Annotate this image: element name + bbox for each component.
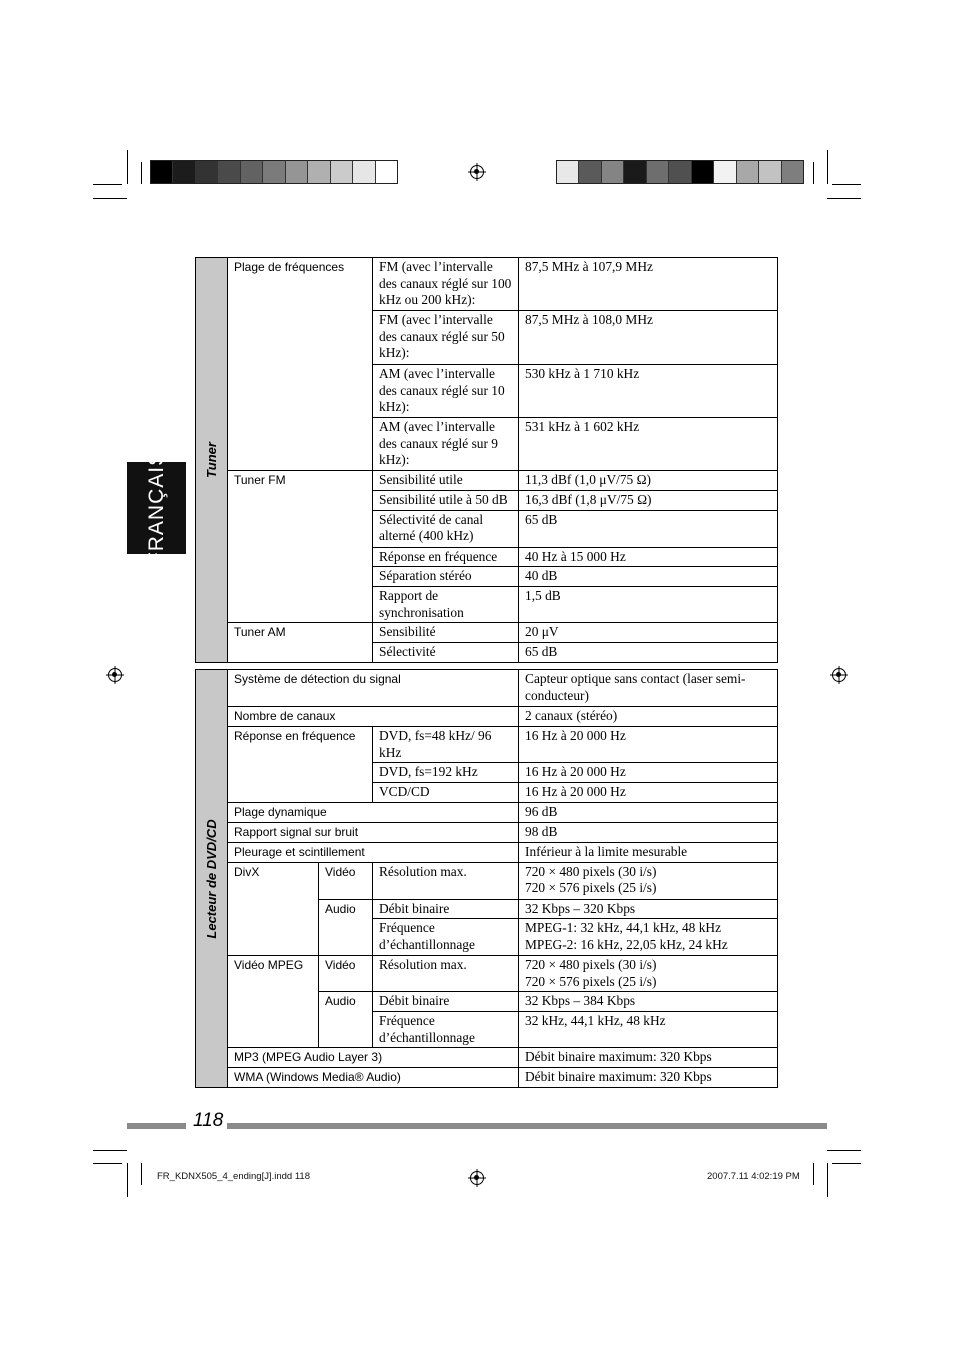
divx-label: DivX <box>228 862 319 956</box>
am-param: Sélectivité <box>373 643 519 663</box>
color-swatch <box>262 161 284 183</box>
color-swatch <box>151 161 172 183</box>
crop-mark <box>93 1150 127 1151</box>
fm-value: 65 dB <box>519 510 778 547</box>
wma-value: Débit binaire maximum: 320 Kbps <box>519 1068 778 1088</box>
color-swatch <box>758 161 780 183</box>
crop-mark <box>832 184 861 185</box>
tuner-spec-table <box>195 257 778 663</box>
crop-mark <box>832 1163 861 1164</box>
footer-file: FR_KDNX505_4_ending[J].indd 118 <box>157 1171 310 1182</box>
fm-value: 40 Hz à 15 000 Hz <box>519 547 778 567</box>
crop-mark <box>93 198 127 199</box>
detection-value: Capteur optique sans contact (laser semi-conducteur) <box>519 670 778 707</box>
color-swatch <box>781 161 803 183</box>
page-rule-left <box>127 1123 186 1129</box>
reponse-label: Réponse en fréquence <box>228 727 373 803</box>
fm-value: 11,3 dBf (1,0 μV/75 Ω) <box>519 471 778 491</box>
fm-value: 1,5 dB <box>519 587 778 623</box>
divx-debit-param: Débit binaire <box>373 899 519 919</box>
plage-condition: AM (avec l’intervalle des canaux réglé sur 9 kHz): <box>373 418 519 471</box>
pleurage-label: Pleurage et scintillement <box>228 842 519 862</box>
am-value: 20 μV <box>519 623 778 643</box>
language-tab-label: FRANÇAIS <box>144 450 168 566</box>
crop-mark <box>127 1163 128 1197</box>
crop-mark <box>127 150 128 184</box>
color-swatch <box>601 161 623 183</box>
plage-condition: AM (avec l’intervalle des canaux réglé sur 10 kHz): <box>373 365 519 418</box>
footer-timestamp: 2007.7.11 4:02:19 PM <box>707 1171 800 1182</box>
signal-bruit-value: 98 dB <box>519 823 778 843</box>
am-param: Sensibilité <box>373 623 519 643</box>
reponse-condition: VCD/CD <box>373 783 519 803</box>
tuner-section-label: Tuner <box>196 258 228 663</box>
canaux-label: Nombre de canaux <box>228 707 519 727</box>
color-swatch <box>713 161 735 183</box>
am-value: 65 dB <box>519 643 778 663</box>
color-swatch <box>668 161 690 183</box>
mpeg-video-value: 720 × 480 pixels (30 i/s) 720 × 576 pixels (25 i/s) <box>519 956 778 992</box>
signal-bruit-label: Rapport signal sur bruit <box>228 823 519 843</box>
reponse-value: 16 Hz à 20 000 Hz <box>519 727 778 763</box>
mpeg-freq-param: Fréquence d’échantillonnage <box>373 1012 519 1048</box>
color-bar-right <box>556 160 804 184</box>
divx-video-value: 720 × 480 pixels (30 i/s) 720 × 576 pixels (25 i/s) <box>519 862 778 899</box>
color-swatch <box>623 161 645 183</box>
fm-param: Rapport de synchronisation <box>373 587 519 623</box>
fm-param: Sensibilité utile <box>373 471 519 491</box>
mpeg-video-label: Vidéo <box>319 956 373 992</box>
color-swatch <box>691 161 713 183</box>
tuner-fm-label: Tuner FM <box>228 471 373 623</box>
divx-freq-value: MPEG-1: 32 kHz, 44,1 kHz, 48 kHz MPEG-2: 16 kHz, 22,05 kHz, 24 kHz <box>519 919 778 956</box>
tuner-am-label: Tuner AM <box>228 623 373 663</box>
mp3-value: Débit binaire maximum: 320 Kbps <box>519 1048 778 1068</box>
crop-mark <box>827 1150 861 1151</box>
plage-label: Plage de fréquences <box>228 258 373 471</box>
dvd-spec-table <box>195 669 778 1088</box>
registration-mark-icon <box>470 1171 484 1185</box>
color-bar-left <box>150 160 398 184</box>
crop-mark <box>813 162 814 184</box>
mpeg-audio-label: Audio <box>319 992 373 1048</box>
fm-param: Sélectivité de canal alterné (400 kHz) <box>373 510 519 547</box>
plage-value: 530 kHz à 1 710 kHz <box>519 365 778 418</box>
plage-value: 87,5 MHz à 108,0 MHz <box>519 311 778 365</box>
color-swatch <box>285 161 307 183</box>
color-swatch <box>578 161 600 183</box>
crop-mark <box>827 150 828 184</box>
reponse-condition: DVD, fs=48 kHz/ 96 kHz <box>373 727 519 763</box>
mpeg-freq-value: 32 kHz, 44,1 kHz, 48 kHz <box>519 1012 778 1048</box>
mpeg-video-param: Résolution max. <box>373 956 519 992</box>
registration-mark-icon <box>470 165 484 179</box>
fm-value: 40 dB <box>519 567 778 587</box>
crop-mark <box>827 198 861 199</box>
page-rule-right <box>227 1123 827 1129</box>
fm-param: Sensibilité utile à 50 dB <box>373 491 519 511</box>
color-swatch <box>736 161 758 183</box>
mp3-label: MP3 (MPEG Audio Layer 3) <box>228 1048 519 1068</box>
reponse-value: 16 Hz à 20 000 Hz <box>519 763 778 783</box>
registration-mark-icon <box>108 668 122 682</box>
mpeg-label: Vidéo MPEG <box>228 956 319 1048</box>
dvd-section-label: Lecteur de DVD/CD <box>196 670 228 1088</box>
wma-label: WMA (Windows Media® Audio) <box>228 1068 519 1088</box>
divx-video-label: Vidéo <box>319 862 373 899</box>
divx-audio-label: Audio <box>319 899 373 956</box>
language-tab <box>127 450 186 566</box>
reponse-condition: DVD, fs=192 kHz <box>373 763 519 783</box>
divx-video-param: Résolution max. <box>373 862 519 899</box>
plage-condition: FM (avec l’intervalle des canaux réglé sur 100 kHz ou 200 kHz): <box>373 258 519 311</box>
color-swatch <box>307 161 329 183</box>
plage-value: 531 kHz à 1 602 kHz <box>519 418 778 471</box>
color-swatch <box>352 161 374 183</box>
reponse-value: 16 Hz à 20 000 Hz <box>519 783 778 803</box>
mpeg-debit-value: 32 Kbps – 384 Kbps <box>519 992 778 1012</box>
color-swatch <box>195 161 217 183</box>
canaux-value: 2 canaux (stéréo) <box>519 707 778 727</box>
detection-label: Système de détection du signal <box>228 670 519 707</box>
crop-mark <box>813 1163 814 1185</box>
fm-value: 16,3 dBf (1,8 μV/75 Ω) <box>519 491 778 511</box>
registration-mark-icon <box>832 668 846 682</box>
divx-freq-param: Fréquence d’échantillonnage <box>373 919 519 956</box>
color-swatch <box>330 161 352 183</box>
crop-mark <box>93 1163 122 1164</box>
fm-param: Séparation stéréo <box>373 567 519 587</box>
divx-debit-value: 32 Kbps – 320 Kbps <box>519 899 778 919</box>
plage-condition: FM (avec l’intervalle des canaux réglé sur 50 kHz): <box>373 311 519 365</box>
color-swatch <box>172 161 194 183</box>
dynamique-label: Plage dynamique <box>228 803 519 823</box>
mpeg-debit-param: Débit binaire <box>373 992 519 1012</box>
color-swatch <box>217 161 239 183</box>
color-swatch <box>375 161 397 183</box>
fm-param: Réponse en fréquence <box>373 547 519 567</box>
color-swatch <box>240 161 262 183</box>
pleurage-value: Inférieur à la limite mesurable <box>519 842 778 862</box>
page-number: 118 <box>193 1110 224 1131</box>
plage-value: 87,5 MHz à 107,9 MHz <box>519 258 778 311</box>
crop-mark <box>827 1163 828 1197</box>
crop-mark <box>93 184 122 185</box>
crop-mark <box>141 162 142 184</box>
color-swatch <box>557 161 578 183</box>
dynamique-value: 96 dB <box>519 803 778 823</box>
crop-mark <box>141 1163 142 1185</box>
color-swatch <box>646 161 668 183</box>
